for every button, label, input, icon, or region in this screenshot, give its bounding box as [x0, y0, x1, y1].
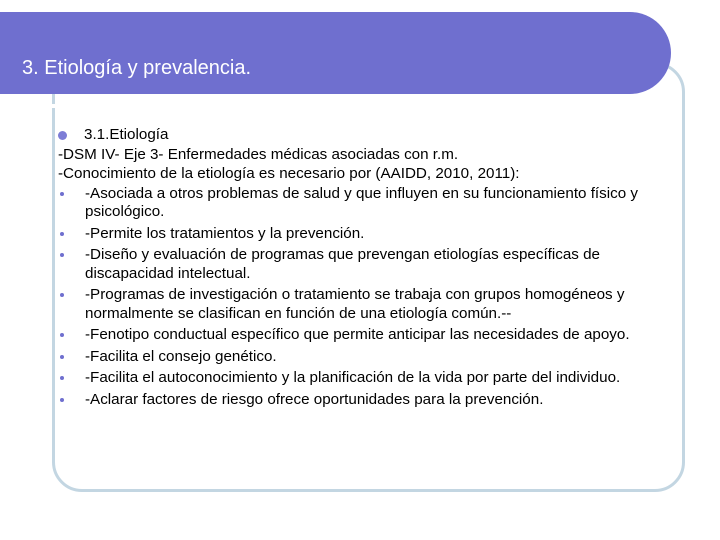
list-item	[58, 369, 658, 388]
heading-item	[58, 126, 658, 145]
list-item-text: -Programas de investigación o tratamiento se trabaja con grupos homogéneos y normalmente se clasifican en función de una etiología común.--	[85, 286, 625, 322]
list-item	[58, 185, 658, 222]
bullet-icon	[60, 192, 64, 196]
slide-title: 3. Etiología y prevalencia.	[22, 57, 252, 79]
list-item	[58, 286, 658, 323]
heading-text: 3.1.Etiología	[84, 126, 169, 143]
list-item-text: -Diseño y evaluación de programas que prevengan etiologías específicas de discapacidad intelectual.	[85, 246, 601, 282]
bullet-icon	[60, 398, 64, 402]
bullet-icon	[60, 293, 64, 297]
list-item	[58, 225, 658, 244]
list-item	[58, 391, 658, 410]
list-item-text: -Aclarar factores de riesgo ofrece oportunidades para la prevención.	[85, 390, 544, 408]
text-line: -Conocimiento de la etiología es necesario por (AAIDD, 2010, 2011):	[58, 165, 520, 182]
slide-body	[58, 126, 658, 412]
bullet-icon	[60, 376, 64, 380]
list-item	[58, 348, 658, 367]
text-line: -DSM IV- Eje 3- Enfermedades médicas asociadas con r.m.	[58, 145, 459, 163]
list-item-text: -Facilita el autoconocimiento y la planificación de la vida por parte del individuo.	[85, 369, 621, 386]
list-item-text: -Permite los tratamientos y la prevención.	[85, 224, 365, 242]
title-bar	[0, 12, 671, 94]
title-underline	[0, 104, 637, 108]
list-item	[58, 326, 658, 345]
bullet-icon	[60, 355, 64, 359]
bullet-icon	[60, 232, 64, 236]
list-item-text: -Fenotipo conductual específico que permite anticipar las necesidades de apoyo.	[85, 326, 630, 343]
bullet-icon	[60, 333, 64, 337]
list-item-text: -Asociada a otros problemas de salud y que influyen en su funcionamiento físico y psicológico.	[85, 184, 638, 220]
bullet-icon	[58, 131, 67, 140]
list-item	[58, 246, 658, 283]
list-item-text: -Facilita el consejo genético.	[85, 347, 277, 365]
bullet-icon	[60, 253, 64, 257]
